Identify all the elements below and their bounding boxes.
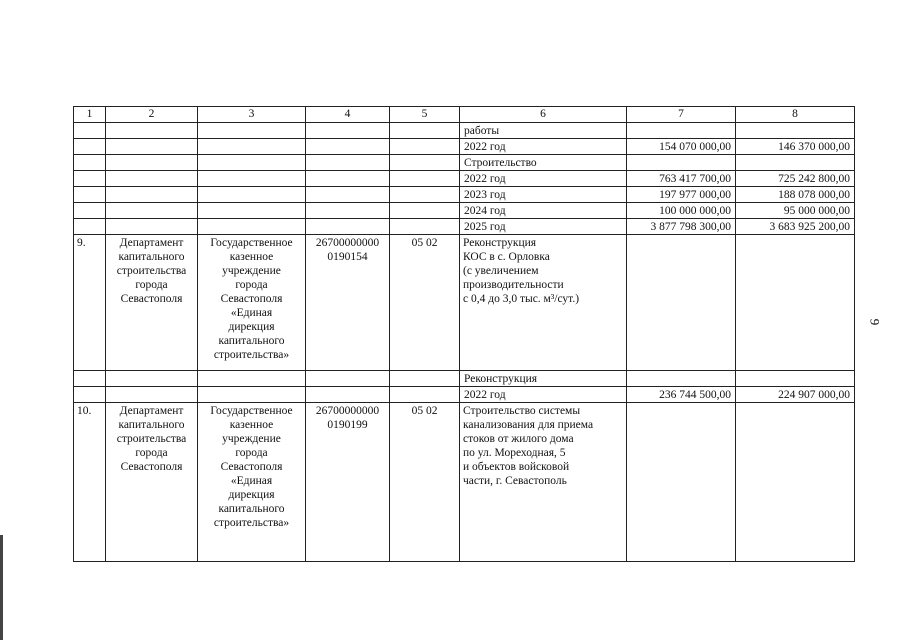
section-cell: 05 02 [390,403,460,562]
table-row [74,155,855,171]
department-cell: Департамент капитального строительства города Севастополя [106,235,198,371]
amount-cell [736,155,855,171]
amount-cell: 95 000 000,00 [736,203,855,219]
amount-cell: 224 907 000,00 [736,387,855,403]
institution-cell: Государственное казенное учреждение города Севастополя «Единая дирекция капитального строительства» [198,235,306,371]
entry-row-10 [74,403,855,562]
header-row [74,107,855,123]
amount-cell: 236 744 500,00 [627,387,736,403]
description-cell: Строительство [460,155,627,171]
amount-cell: 197 977 000,00 [627,187,736,203]
table-row [74,187,855,203]
table-row [74,139,855,155]
description-cell: 2022 год [460,387,627,403]
amount-cell [627,155,736,171]
code-cell: 26700000000 0190154 [306,235,390,371]
institution-cell: Государственное казенное учреждение города Севастополя «Единая дирекция капитального строительства» [198,403,306,562]
entry-index: 10. [74,403,106,562]
amount-cell [736,123,855,139]
section-cell: 05 02 [390,235,460,371]
description-cell: Реконструкция КОС в с. Орловка (с увеличением производительности с 0,4 до 3,0 тыс. м³/сут.) [460,235,627,371]
header-cell: 3 [198,107,306,123]
description-cell: Строительство системы канализования для приема стоков от жилого дома по ул. Мореходная, 5 и объектов войсковой части, г. Севастополь [460,403,627,562]
table-row [74,219,855,235]
description-cell: 2022 год [460,139,627,155]
header-cell: 6 [460,107,627,123]
table-row [74,371,855,387]
description-cell: 2023 год [460,187,627,203]
header-cell: 5 [390,107,460,123]
header-cell: 1 [74,107,106,123]
code-cell: 26700000000 0190199 [306,403,390,562]
header-cell: 8 [736,107,855,123]
table-row [74,171,855,187]
amount-cell: 188 078 000,00 [736,187,855,203]
budget-table [73,106,855,562]
amount-cell: 725 242 800,00 [736,171,855,187]
scan-edge-mark [0,535,3,640]
page-number: 9 [867,318,883,326]
amount-cell [736,371,855,387]
amount-cell [627,371,736,387]
description-cell: работы [460,123,627,139]
description-cell: 2025 год [460,219,627,235]
department-cell: Департамент капитального строительства города Севастополя [106,403,198,562]
amount-cell: 154 070 000,00 [627,139,736,155]
amount-cell [627,123,736,139]
entry-index: 9. [74,235,106,371]
amount-cell: 3 683 925 200,00 [736,219,855,235]
table-row [74,387,855,403]
amount-cell: 146 370 000,00 [736,139,855,155]
header-cell: 7 [627,107,736,123]
description-cell: 2022 год [460,171,627,187]
description-cell: 2024 год [460,203,627,219]
table-row [74,123,855,139]
amount-cell: 763 417 700,00 [627,171,736,187]
header-cell: 4 [306,107,390,123]
amount-cell: 100 000 000,00 [627,203,736,219]
amount-cell: 3 877 798 300,00 [627,219,736,235]
description-cell: Реконструкция [460,371,627,387]
table-row [74,203,855,219]
entry-row-9 [74,235,855,371]
header-cell: 2 [106,107,198,123]
